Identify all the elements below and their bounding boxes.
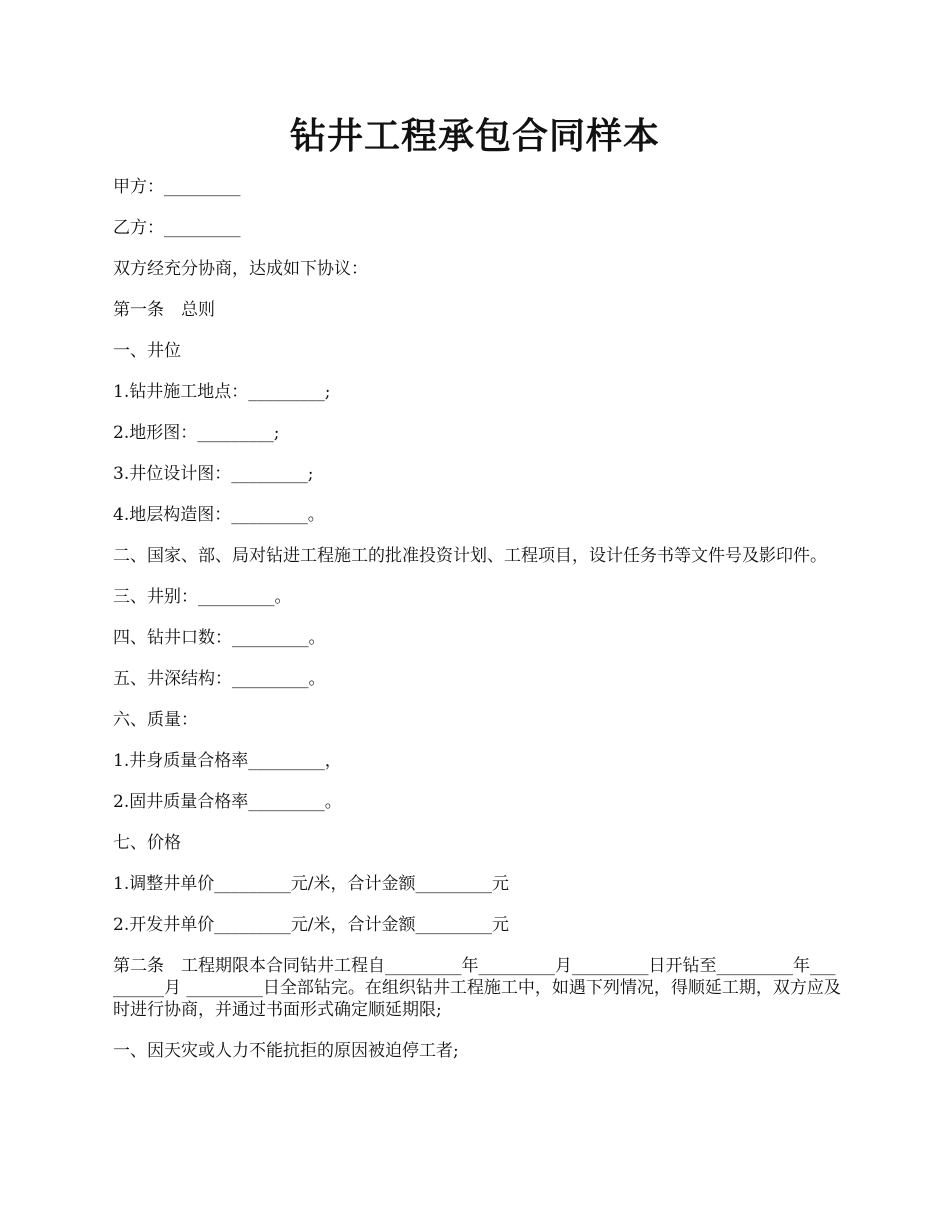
paragraph-party-b: 乙方：_________ bbox=[113, 218, 241, 238]
section-well-location: 一、井位 bbox=[113, 341, 181, 361]
section-price: 七、价格 bbox=[113, 833, 181, 853]
item-topographic-map: 2.地形图：_________; bbox=[113, 423, 280, 443]
section-quality: 六、质量： bbox=[113, 710, 198, 730]
article-2-project-term: 第二条 工程期限本合同钻井工程自_________年_________月_________日开钻至_________年_________月 _________日全部钻完。在组织钻井工程施工中，如遇下列情况，得顺延工期，双方应及时进行协商，并通过书面形式确定顺延期限; bbox=[113, 956, 841, 1020]
article-1-heading: 第一条 总则 bbox=[113, 300, 215, 320]
item-adjustment-well-price: 1.调整井单价_________元/米，合计金额_________元 bbox=[113, 874, 509, 894]
section-well-depth: 五、井深结构：_________。 bbox=[113, 669, 326, 689]
document-title: 钻井工程承包合同样本 bbox=[289, 115, 660, 157]
item-drilling-site: 1.钻井施工地点：_________; bbox=[113, 382, 331, 402]
document-body bbox=[113, 176, 841, 1081]
item-cementing-quality: 2.固井质量合格率_________。 bbox=[113, 792, 342, 812]
item-force-majeure: 一、因天灾或人力不能抗拒的原因被迫停工者; bbox=[113, 1041, 459, 1061]
item-well-design-map: 3.井位设计图：_________; bbox=[113, 464, 314, 484]
item-development-well-price: 2.开发井单价_________元/米，合计金额_________元 bbox=[113, 915, 509, 935]
section-well-count: 四、钻井口数：_________。 bbox=[113, 628, 326, 648]
item-wellbore-quality: 1.井身质量合格率_________， bbox=[113, 751, 342, 771]
section-approval-documents: 二、国家、部、局对钻进工程施工的批准投资计划、工程项目，设计任务书等文件号及影印件。 bbox=[113, 546, 827, 566]
paragraph-agreement-intro: 双方经充分协商，达成如下协议： bbox=[113, 259, 368, 279]
paragraph-party-a: 甲方：_________ bbox=[113, 177, 241, 197]
section-well-type: 三、井别：_________。 bbox=[113, 587, 292, 607]
item-structure-map: 4.地层构造图：_________。 bbox=[113, 505, 325, 525]
